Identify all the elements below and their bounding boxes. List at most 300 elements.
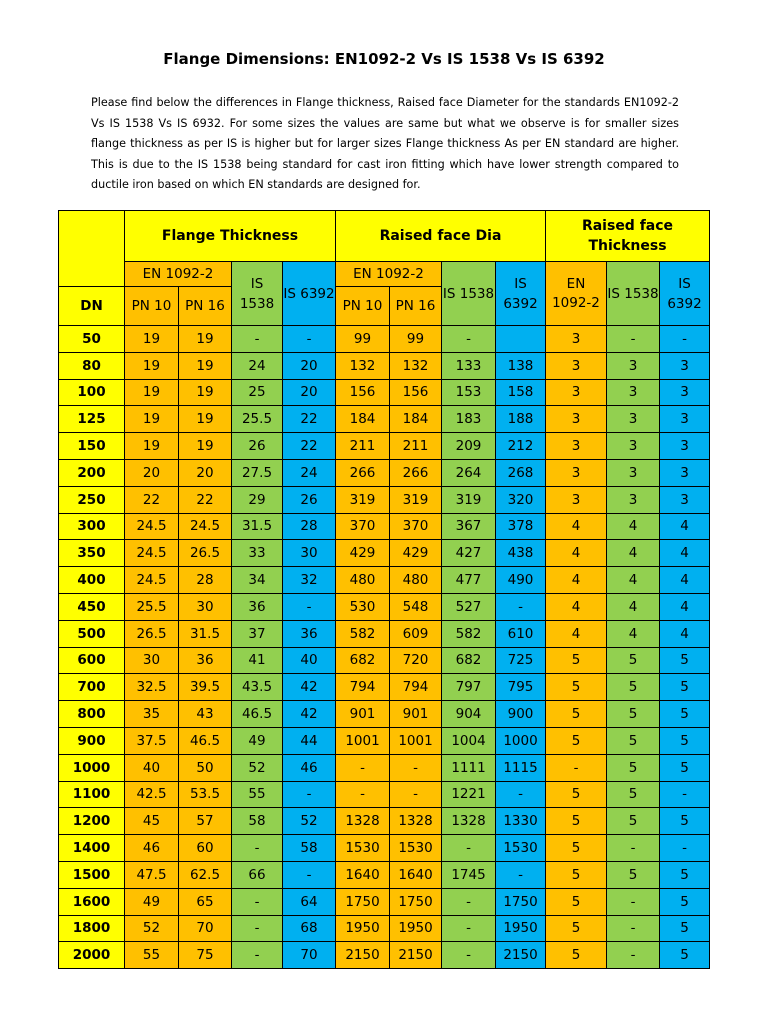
ft-pn10-cell: 47.5 (125, 861, 179, 888)
ft-is6392-cell: 36 (283, 620, 336, 647)
ft-pn10-cell: 24.5 (125, 540, 179, 567)
rft-en-cell: 5 (546, 942, 607, 969)
rft-is1538-header: IS 1538 (607, 262, 660, 326)
rfd-pn10-cell: 156 (336, 379, 390, 406)
rfd-is6392-header: IS 6392 (496, 262, 546, 326)
rfd-is6392-cell (496, 326, 546, 353)
ft-is6392-cell: 44 (283, 727, 336, 754)
ft-pn16-cell: 57 (179, 808, 232, 835)
ft-pn10-cell: 19 (125, 406, 179, 433)
rft-is1538-cell: 5 (607, 861, 660, 888)
rft-is1538-cell: 3 (607, 352, 660, 379)
rfd-is6392-cell: 438 (496, 540, 546, 567)
rft-is1538-cell: 5 (607, 701, 660, 728)
flange-table (58, 210, 710, 969)
dn-cell: 300 (59, 513, 125, 540)
table-row (59, 647, 710, 674)
ft-pn16-cell: 26.5 (179, 540, 232, 567)
rft-is6392-cell: 5 (660, 727, 710, 754)
rft-is6392-cell: 3 (660, 406, 710, 433)
dn-cell: 400 (59, 567, 125, 594)
rft-is1538-cell: 3 (607, 379, 660, 406)
dn-cell: 125 (59, 406, 125, 433)
rft-is1538-cell: 4 (607, 593, 660, 620)
rfd-pn16-cell: 1750 (390, 888, 442, 915)
rfd-en-header: EN 1092-2 (336, 262, 442, 287)
rfd-pn10-cell: 794 (336, 674, 390, 701)
ft-is6392-cell: 24 (283, 459, 336, 486)
rfd-pn16-cell: 2150 (390, 942, 442, 969)
rft-is6392-cell: - (660, 326, 710, 353)
rfd-is6392-cell: 188 (496, 406, 546, 433)
rft-en-cell: 3 (546, 326, 607, 353)
rfd-is6392-cell: - (496, 593, 546, 620)
rft-is1538-cell: 3 (607, 459, 660, 486)
rft-is6392-cell: 5 (660, 861, 710, 888)
ft-pn16-cell: 19 (179, 406, 232, 433)
rft-is6392-cell: 5 (660, 754, 710, 781)
ft-pn10-cell: 55 (125, 942, 179, 969)
table-row (59, 754, 710, 781)
rft-is1538-cell: 3 (607, 433, 660, 460)
rfd-pn10-cell: 1750 (336, 888, 390, 915)
rfd-is6392-cell: 378 (496, 513, 546, 540)
dn-cell: 1200 (59, 808, 125, 835)
dn-cell: 80 (59, 352, 125, 379)
rfd-is1538-cell: - (442, 942, 496, 969)
rft-is1538-cell: 5 (607, 647, 660, 674)
ft-pn16-cell: 60 (179, 835, 232, 862)
ft-is1538-cell: - (232, 326, 283, 353)
ft-is6392-cell: - (283, 326, 336, 353)
rft-is6392-cell: 4 (660, 540, 710, 567)
rft-is6392-cell: 3 (660, 486, 710, 513)
rft-en-cell: 5 (546, 808, 607, 835)
ft-is1538-header: IS 1538 (232, 262, 283, 326)
rfd-is6392-cell: 900 (496, 701, 546, 728)
ft-pn10-cell: 20 (125, 459, 179, 486)
ft-is6392-cell: - (283, 781, 336, 808)
ft-pn10-cell: 26.5 (125, 620, 179, 647)
rft-en-cell: - (546, 754, 607, 781)
dn-cell: 350 (59, 540, 125, 567)
ft-pn16-header: PN 16 (179, 287, 232, 326)
rft-en-cell: 3 (546, 406, 607, 433)
rfd-is6392-cell: 610 (496, 620, 546, 647)
rft-en-cell: 4 (546, 513, 607, 540)
rft-is1538-cell: - (607, 326, 660, 353)
rfd-is6392-cell: 212 (496, 433, 546, 460)
rfd-pn10-cell: 901 (336, 701, 390, 728)
ft-is1538-cell: 25.5 (232, 406, 283, 433)
rft-is6392-cell: 4 (660, 513, 710, 540)
ft-pn16-cell: 62.5 (179, 861, 232, 888)
ft-pn16-cell: 24.5 (179, 513, 232, 540)
rfd-is1538-cell: 427 (442, 540, 496, 567)
ft-pn10-cell: 45 (125, 808, 179, 835)
dn-cell: 150 (59, 433, 125, 460)
rfd-is6392-cell: 725 (496, 647, 546, 674)
rfd-is1538-cell: 1221 (442, 781, 496, 808)
rft-is1538-cell: - (607, 888, 660, 915)
ft-is1538-cell: 27.5 (232, 459, 283, 486)
ft-is6392-cell: 22 (283, 406, 336, 433)
ft-pn10-cell: 49 (125, 888, 179, 915)
rft-en-cell: 4 (546, 620, 607, 647)
rfd-pn10-cell: 682 (336, 647, 390, 674)
rfd-is1538-cell: 1328 (442, 808, 496, 835)
ft-pn10-cell: 24.5 (125, 513, 179, 540)
ft-is1538-cell: 58 (232, 808, 283, 835)
rfd-is6392-cell: 1000 (496, 727, 546, 754)
dn-header-blank (59, 211, 125, 287)
ft-is1538-cell: - (232, 888, 283, 915)
rft-en-cell: 3 (546, 486, 607, 513)
ft-is6392-cell: 22 (283, 433, 336, 460)
ft-pn16-cell: 39.5 (179, 674, 232, 701)
ft-en-header: EN 1092-2 (125, 262, 232, 287)
ft-pn16-cell: 46.5 (179, 727, 232, 754)
rfd-is6392-cell: 1530 (496, 835, 546, 862)
ft-pn10-cell: 19 (125, 433, 179, 460)
ft-pn10-cell: 19 (125, 379, 179, 406)
ft-pn10-cell: 40 (125, 754, 179, 781)
rfd-is6392-cell: 1330 (496, 808, 546, 835)
ft-pn10-cell: 32.5 (125, 674, 179, 701)
dn-cell: 1100 (59, 781, 125, 808)
rft-is6392-cell: 5 (660, 915, 710, 942)
rft-is6392-cell: 5 (660, 888, 710, 915)
ft-pn10-cell: 24.5 (125, 567, 179, 594)
ft-is6392-cell: 64 (283, 888, 336, 915)
ft-pn16-cell: 36 (179, 647, 232, 674)
ft-is1538-cell: 31.5 (232, 513, 283, 540)
ft-pn16-cell: 22 (179, 486, 232, 513)
rft-en-cell: 3 (546, 379, 607, 406)
rfd-is6392-cell: 1950 (496, 915, 546, 942)
rfd-is6392-cell: - (496, 781, 546, 808)
rft-is1538-cell: - (607, 942, 660, 969)
table-row (59, 942, 710, 969)
rfd-is6392-cell: 138 (496, 352, 546, 379)
ft-is1538-cell: 25 (232, 379, 283, 406)
ft-is6392-cell: 68 (283, 915, 336, 942)
table-row (59, 486, 710, 513)
rft-en-cell: 5 (546, 727, 607, 754)
rfd-is1538-cell: 1004 (442, 727, 496, 754)
rfd-pn10-cell: 2150 (336, 942, 390, 969)
ft-is6392-cell: 32 (283, 567, 336, 594)
rft-is1538-cell: - (607, 915, 660, 942)
rft-is6392-cell: 5 (660, 701, 710, 728)
ft-pn10-cell: 30 (125, 647, 179, 674)
ft-is1538-cell: 46.5 (232, 701, 283, 728)
rft-is1538-cell: 5 (607, 674, 660, 701)
dn-cell: 1600 (59, 888, 125, 915)
rft-is6392-cell: 3 (660, 379, 710, 406)
rfd-is1538-cell: 153 (442, 379, 496, 406)
rft-en-cell: 4 (546, 540, 607, 567)
ft-is1538-cell: 55 (232, 781, 283, 808)
ft-pn10-cell: 35 (125, 701, 179, 728)
dn-header: DN (59, 287, 125, 326)
rfd-is1538-cell: 183 (442, 406, 496, 433)
ft-is6392-header: IS 6392 (283, 262, 336, 326)
rfd-is1538-cell: 1111 (442, 754, 496, 781)
ft-is1538-cell: - (232, 835, 283, 862)
dn-cell: 200 (59, 459, 125, 486)
ft-is6392-cell: 40 (283, 647, 336, 674)
rfd-is6392-cell: 268 (496, 459, 546, 486)
rft-en-cell: 5 (546, 701, 607, 728)
table-row (59, 567, 710, 594)
rfd-is1538-cell: 477 (442, 567, 496, 594)
rft-is1538-cell: 5 (607, 781, 660, 808)
rfd-pn16-cell: 132 (390, 352, 442, 379)
rfd-pn16-cell: 1950 (390, 915, 442, 942)
dn-cell: 1000 (59, 754, 125, 781)
table-row (59, 459, 710, 486)
rft-is6392-cell: 4 (660, 620, 710, 647)
table-row (59, 406, 710, 433)
rfd-pn10-cell: 429 (336, 540, 390, 567)
table-row (59, 433, 710, 460)
ft-pn10-cell: 52 (125, 915, 179, 942)
table-row (59, 326, 710, 353)
rfd-pn16-cell: 1001 (390, 727, 442, 754)
table-row (59, 701, 710, 728)
rfd-is6392-cell: - (496, 861, 546, 888)
table-row (59, 513, 710, 540)
rft-is6392-header: IS 6392 (660, 262, 710, 326)
rfd-is1538-cell: 527 (442, 593, 496, 620)
ft-is6392-cell: 26 (283, 486, 336, 513)
ft-is6392-cell: - (283, 861, 336, 888)
rfd-pn16-cell: 429 (390, 540, 442, 567)
rfd-is1538-header: IS 1538 (442, 262, 496, 326)
rfd-is1538-cell: - (442, 326, 496, 353)
rft-is1538-cell: 5 (607, 808, 660, 835)
rfd-is6392-cell: 1115 (496, 754, 546, 781)
rfd-pn10-cell: 1530 (336, 835, 390, 862)
rft-is6392-cell: 5 (660, 647, 710, 674)
rfd-pn16-cell: 548 (390, 593, 442, 620)
rft-is6392-cell: 3 (660, 459, 710, 486)
dn-cell: 250 (59, 486, 125, 513)
ft-is1538-cell: 34 (232, 567, 283, 594)
rfd-pn10-cell: - (336, 754, 390, 781)
dn-cell: 600 (59, 647, 125, 674)
rft-en-cell: 5 (546, 835, 607, 862)
rfd-pn10-cell: 1640 (336, 861, 390, 888)
rft-is6392-cell: 5 (660, 942, 710, 969)
dn-cell: 800 (59, 701, 125, 728)
ft-is1538-cell: - (232, 915, 283, 942)
rfd-pn10-cell: 132 (336, 352, 390, 379)
rfd-is1538-cell: 582 (442, 620, 496, 647)
rft-en-header: EN 1092-2 (546, 262, 607, 326)
rft-is1538-cell: - (607, 835, 660, 862)
rfd-is1538-cell: 133 (442, 352, 496, 379)
rfd-pn10-cell: 211 (336, 433, 390, 460)
intro-paragraph: Please find below the differences in Flange thickness, Raised face Diameter for the standards EN1092-2 Vs IS 1538 Vs IS 6932. For some sizes the values are same but what we observe is for smaller sizes flange thickness as per IS is higher but for larger sizes Flange thickness As per EN standard are higher. This is due to the IS 1538 being standard for cast iron fitting which have lower strength compared to ductile iron based on which EN standards are designed for. (91, 96, 679, 191)
rfd-is1538-cell: - (442, 888, 496, 915)
ft-is6392-cell: 58 (283, 835, 336, 862)
rfd-is6392-cell: 795 (496, 674, 546, 701)
raised-face-thickness-header: Raised face Thickness (546, 211, 710, 262)
rfd-is1538-cell: 264 (442, 459, 496, 486)
ft-is6392-cell: - (283, 593, 336, 620)
rft-is1538-cell: 5 (607, 727, 660, 754)
table-row (59, 727, 710, 754)
rfd-is6392-cell: 158 (496, 379, 546, 406)
ft-pn16-cell: 31.5 (179, 620, 232, 647)
ft-pn10-cell: 42.5 (125, 781, 179, 808)
table-row (59, 593, 710, 620)
ft-is1538-cell: 37 (232, 620, 283, 647)
rfd-pn16-cell: 211 (390, 433, 442, 460)
rfd-pn10-cell: 99 (336, 326, 390, 353)
rfd-pn16-cell: 794 (390, 674, 442, 701)
ft-is1538-cell: 66 (232, 861, 283, 888)
rfd-pn16-cell: 370 (390, 513, 442, 540)
ft-pn16-cell: 75 (179, 942, 232, 969)
ft-is1538-cell: - (232, 942, 283, 969)
rfd-pn16-cell: 1328 (390, 808, 442, 835)
rfd-pn16-cell: 1530 (390, 835, 442, 862)
rfd-pn16-cell: 720 (390, 647, 442, 674)
rft-is6392-cell: 4 (660, 593, 710, 620)
rfd-pn10-cell: 1001 (336, 727, 390, 754)
ft-pn10-cell: 19 (125, 352, 179, 379)
table-row (59, 620, 710, 647)
rfd-pn10-cell: 480 (336, 567, 390, 594)
rft-en-cell: 5 (546, 674, 607, 701)
rfd-pn16-cell: 156 (390, 379, 442, 406)
table-row (59, 540, 710, 567)
rfd-is1538-cell: 904 (442, 701, 496, 728)
ft-is1538-cell: 49 (232, 727, 283, 754)
table-row (59, 915, 710, 942)
table-row (59, 861, 710, 888)
table-row (59, 781, 710, 808)
rft-is1538-cell: 4 (607, 513, 660, 540)
rft-en-cell: 5 (546, 861, 607, 888)
rfd-is6392-cell: 320 (496, 486, 546, 513)
rfd-is6392-cell: 2150 (496, 942, 546, 969)
rfd-pn16-cell: 901 (390, 701, 442, 728)
rfd-is1538-cell: - (442, 915, 496, 942)
flange-thickness-header: Flange Thickness (125, 211, 336, 262)
table-row (59, 888, 710, 915)
ft-pn10-cell: 37.5 (125, 727, 179, 754)
ft-is1538-cell: 41 (232, 647, 283, 674)
rfd-pn10-cell: 266 (336, 459, 390, 486)
rft-is6392-cell: 3 (660, 433, 710, 460)
ft-is1538-cell: 29 (232, 486, 283, 513)
ft-pn16-cell: 28 (179, 567, 232, 594)
rfd-is1538-cell: 209 (442, 433, 496, 460)
rfd-pn10-cell: 370 (336, 513, 390, 540)
rfd-pn10-cell: 1328 (336, 808, 390, 835)
rfd-is6392-cell: 490 (496, 567, 546, 594)
ft-pn16-cell: 70 (179, 915, 232, 942)
rfd-pn16-cell: 266 (390, 459, 442, 486)
ft-pn16-cell: 20 (179, 459, 232, 486)
rft-is1538-cell: 4 (607, 540, 660, 567)
rft-en-cell: 5 (546, 915, 607, 942)
table-row (59, 674, 710, 701)
rfd-pn16-cell: 480 (390, 567, 442, 594)
ft-is6392-cell: 20 (283, 352, 336, 379)
rft-is1538-cell: 4 (607, 620, 660, 647)
ft-is6392-cell: 46 (283, 754, 336, 781)
ft-pn16-cell: 65 (179, 888, 232, 915)
rfd-pn16-cell: 184 (390, 406, 442, 433)
rfd-pn10-cell: 582 (336, 620, 390, 647)
ft-pn16-cell: 50 (179, 754, 232, 781)
rfd-is1538-cell: 682 (442, 647, 496, 674)
rft-is6392-cell: 5 (660, 674, 710, 701)
rfd-pn16-header: PN 16 (390, 287, 442, 326)
rfd-pn16-cell: 99 (390, 326, 442, 353)
rfd-pn16-cell: - (390, 754, 442, 781)
ft-is6392-cell: 52 (283, 808, 336, 835)
rfd-is1538-cell: 797 (442, 674, 496, 701)
rft-en-cell: 4 (546, 593, 607, 620)
dn-cell: 1400 (59, 835, 125, 862)
rfd-pn10-cell: 184 (336, 406, 390, 433)
rft-en-cell: 5 (546, 888, 607, 915)
rfd-pn10-cell: 530 (336, 593, 390, 620)
ft-is1538-cell: 33 (232, 540, 283, 567)
ft-pn16-cell: 19 (179, 433, 232, 460)
ft-pn16-cell: 30 (179, 593, 232, 620)
ft-pn10-cell: 19 (125, 326, 179, 353)
ft-pn10-cell: 25.5 (125, 593, 179, 620)
rfd-pn16-cell: 609 (390, 620, 442, 647)
ft-pn16-cell: 53.5 (179, 781, 232, 808)
rfd-is1538-cell: 367 (442, 513, 496, 540)
rft-is6392-cell: 3 (660, 352, 710, 379)
ft-pn16-cell: 19 (179, 379, 232, 406)
rft-en-cell: 3 (546, 352, 607, 379)
ft-pn16-cell: 43 (179, 701, 232, 728)
rfd-pn10-cell: - (336, 781, 390, 808)
ft-is6392-cell: 42 (283, 674, 336, 701)
rfd-pn16-cell: - (390, 781, 442, 808)
table-row (59, 379, 710, 406)
rft-is6392-cell: - (660, 835, 710, 862)
dn-cell: 1500 (59, 861, 125, 888)
table-row (59, 835, 710, 862)
raised-face-dia-header: Raised face Dia (336, 211, 546, 262)
table-row (59, 352, 710, 379)
rft-en-cell: 5 (546, 781, 607, 808)
rfd-pn16-cell: 319 (390, 486, 442, 513)
rft-is1538-cell: 3 (607, 486, 660, 513)
rfd-pn10-cell: 1950 (336, 915, 390, 942)
ft-is6392-cell: 20 (283, 379, 336, 406)
ft-is1538-cell: 24 (232, 352, 283, 379)
ft-is1538-cell: 52 (232, 754, 283, 781)
rfd-is1538-cell: 319 (442, 486, 496, 513)
ft-pn10-cell: 22 (125, 486, 179, 513)
ft-is6392-cell: 42 (283, 701, 336, 728)
rft-is6392-cell: - (660, 781, 710, 808)
dn-cell: 500 (59, 620, 125, 647)
table-row (59, 808, 710, 835)
